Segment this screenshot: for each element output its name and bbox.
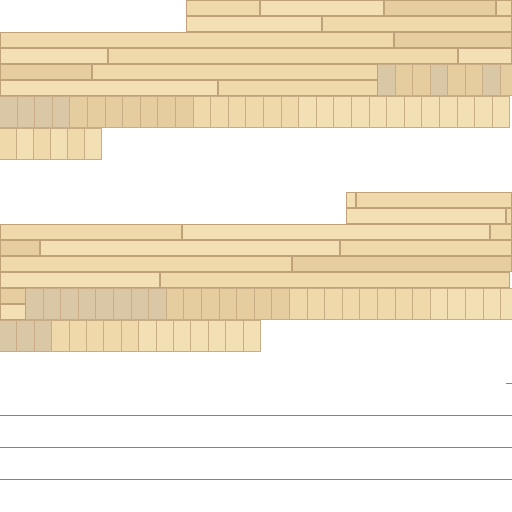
wood-tile: [17, 320, 34, 352]
wood-tile: [244, 320, 261, 352]
wood-plank: [0, 304, 26, 320]
wood-plank: [496, 0, 512, 16]
wood-tile: [191, 320, 208, 352]
wood-tile: [458, 96, 476, 128]
wood-tile: [96, 288, 114, 320]
wood-tile: [493, 96, 511, 128]
wood-tile: [282, 96, 300, 128]
wood-tile: [87, 320, 104, 352]
wood-tile: [483, 64, 501, 96]
wood-tile: [396, 288, 414, 320]
wood-tile: [431, 64, 449, 96]
wood-tile: [290, 288, 308, 320]
wood-tile: [475, 96, 493, 128]
wood-tile: [106, 96, 124, 128]
wood-plank: [292, 256, 512, 272]
wood-tile: [422, 96, 440, 128]
wood-tile: [51, 128, 68, 160]
wood-tile: [466, 64, 484, 96]
wood-tile: [378, 288, 396, 320]
wood-tile: [18, 96, 36, 128]
wood-plank: [346, 208, 506, 224]
wood-plank: [384, 0, 496, 16]
wood-tile: [226, 320, 243, 352]
horizontal-rule: [0, 479, 512, 480]
wood-tile: [184, 288, 202, 320]
wood-tile: [237, 288, 255, 320]
wood-tile: [0, 128, 17, 160]
wood-tile: [44, 288, 62, 320]
wood-tile: [264, 96, 282, 128]
wood-tile: [202, 288, 220, 320]
wood-tile: [26, 288, 44, 320]
wood-tile: [0, 96, 18, 128]
wood-plank: [322, 16, 512, 32]
wood-plank: [218, 80, 378, 96]
wood-tile: [334, 96, 352, 128]
wood-tile: [431, 288, 449, 320]
horizontal-rule: [506, 383, 512, 384]
wood-tile: [104, 320, 121, 352]
wood-tile: [70, 96, 88, 128]
horizontal-rule: [0, 415, 512, 416]
wood-plank: [356, 192, 512, 208]
wood-tile: [85, 128, 102, 160]
wood-tile: [211, 96, 229, 128]
wood-tile: [194, 96, 212, 128]
wood-tile: [343, 288, 361, 320]
wood-plank: [186, 0, 260, 16]
wood-plank: [0, 80, 218, 96]
wood-tile: [378, 64, 396, 96]
wood-plank: [0, 240, 40, 256]
wood-plank: [0, 64, 92, 80]
wood-tile: [122, 320, 139, 352]
wood-plank: [0, 224, 182, 240]
wood-tile: [229, 96, 247, 128]
wood-tile: [308, 288, 326, 320]
wood-tile: [360, 288, 378, 320]
wood-tile: [52, 320, 69, 352]
wood-plank: [394, 32, 512, 48]
wood-plank: [160, 272, 510, 288]
wood-tile: [352, 96, 370, 128]
wood-tile: [123, 96, 141, 128]
wood-tile: [141, 96, 159, 128]
wood-tile: [466, 288, 484, 320]
wood-tile: [272, 288, 290, 320]
wood-tile: [396, 64, 414, 96]
wood-tile: [317, 96, 335, 128]
wood-tile: [158, 96, 176, 128]
wood-plank: [340, 240, 512, 256]
wood-tile: [157, 320, 174, 352]
wood-plank: [0, 256, 292, 272]
wood-plank: [0, 288, 26, 304]
wood-plank: [0, 272, 160, 288]
wood-tile: [448, 64, 466, 96]
wood-tile: [448, 288, 466, 320]
wood-tile: [35, 320, 52, 352]
wood-tile: [132, 288, 150, 320]
wood-tile: [68, 128, 85, 160]
wood-tile: [387, 96, 405, 128]
wood-tile: [176, 96, 194, 128]
wood-tile: [70, 320, 87, 352]
wood-tile: [255, 288, 273, 320]
wood-plank: [108, 48, 458, 64]
wood-tile: [17, 128, 34, 160]
wood-tile: [405, 96, 423, 128]
wood-tile: [149, 288, 167, 320]
wood-plank: [260, 0, 384, 16]
wood-plank: [0, 32, 394, 48]
wood-tile: [370, 96, 388, 128]
wood-tile: [484, 288, 502, 320]
wood-plank: [40, 240, 340, 256]
wood-tile: [79, 288, 97, 320]
wood-tile: [501, 64, 512, 96]
wood-plank: [506, 208, 512, 224]
wood-plank: [92, 64, 378, 80]
wood-plank: [0, 48, 108, 64]
wood-tile: [174, 320, 191, 352]
wood-tile: [167, 288, 185, 320]
wood-tile: [34, 128, 51, 160]
wood-tile: [299, 96, 317, 128]
wood-tile: [61, 288, 79, 320]
wood-plank: [182, 224, 490, 240]
wood-tile: [501, 288, 512, 320]
wood-tile: [88, 96, 106, 128]
wood-tile: [53, 96, 71, 128]
wood-tile: [220, 288, 238, 320]
wood-tile: [246, 96, 264, 128]
wood-tile: [114, 288, 132, 320]
wood-tile: [35, 96, 53, 128]
wood-plank: [458, 48, 512, 64]
wood-tile: [413, 64, 431, 96]
wood-tile: [209, 320, 226, 352]
wood-plank: [186, 16, 322, 32]
wood-tile: [413, 288, 431, 320]
wood-tile: [139, 320, 156, 352]
wood-tile: [325, 288, 343, 320]
horizontal-rule: [0, 447, 512, 448]
wood-tile: [0, 320, 17, 352]
wood-plank: [490, 224, 512, 240]
wood-tile: [440, 96, 458, 128]
wood-plank: [346, 192, 356, 208]
